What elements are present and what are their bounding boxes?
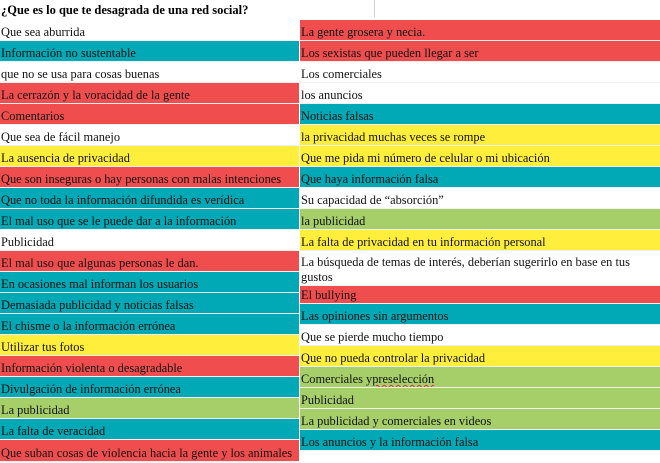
- right-answer-cell: la publicidad: [300, 209, 660, 230]
- left-answer-cell: La publicidad: [0, 398, 299, 419]
- right-answer-cell: Comerciales y preselección: [300, 367, 660, 388]
- left-answer-cell: En ocasiones mal informan los usuarios: [0, 272, 299, 293]
- right-answer-cell: los anuncios: [300, 83, 660, 104]
- right-answer-cell: La falta de privacidad en tu información personal: [300, 230, 660, 251]
- right-answer-cell: Las opiniones sin argumentos: [300, 304, 660, 325]
- left-answer-cell: Que no toda la información difundida es verídica: [0, 188, 299, 209]
- left-answer-cell: Utilizar tus fotos: [0, 335, 299, 356]
- left-answer-cell: Que sea aburrida: [0, 20, 299, 41]
- left-answer-cell: Que sea de fácil manejo: [0, 125, 299, 146]
- left-answer-cell: El mal uso que algunas personas le dan.: [0, 251, 299, 272]
- right-answer-cell: Los sexistas que pueden llegar a ser: [300, 41, 660, 62]
- left-answer-cell: Comentarios: [0, 104, 299, 125]
- left-answer-cell: Información violenta o desagradable: [0, 356, 299, 377]
- left-answer-cell: Divulgación de información errónea: [0, 377, 299, 398]
- left-answer-cell: El mal uso que se le puede dar a la información: [0, 209, 299, 230]
- question-title: ¿Que es lo que te desagrada de una red social?: [1, 3, 249, 17]
- right-answer-cell: La gente grosera y necia.: [300, 20, 660, 41]
- left-answer-cell: La ausencia de privacidad: [0, 146, 299, 167]
- right-answer-cell: Que haya información falsa: [300, 167, 660, 188]
- right-answer-cell: Su capacidad de “absorción”: [300, 188, 660, 209]
- left-column: [0, 20, 299, 462]
- left-answer-cell: Demasiada publicidad y noticias falsas: [0, 293, 299, 314]
- right-answer-cell: Los comerciales: [300, 62, 660, 83]
- left-answer-cell: Publicidad: [0, 230, 299, 251]
- right-column: [300, 20, 660, 451]
- left-answer-cell: Información no sustentable: [0, 41, 299, 62]
- right-answer-cell: El bullying: [300, 286, 660, 304]
- left-answer-cell: que no se usa para cosas buenas: [0, 62, 299, 83]
- right-answer-cell: Publicidad: [300, 388, 660, 409]
- left-answer-cell: La falta de veracidad: [0, 419, 299, 440]
- left-answer-cell: La cerrazón y la voracidad de la gente: [0, 83, 299, 104]
- right-answer-cell: Los anuncios y la información falsa: [300, 430, 660, 451]
- right-answer-cell: Noticias falsas: [300, 104, 660, 125]
- right-answer-cell: Que no pueda controlar la privacidad: [300, 346, 660, 367]
- left-answer-cell: Que suban cosas de violencia hacia la gente y los animales: [0, 440, 299, 462]
- left-answer-cell: El chisme o la información errónea: [0, 314, 299, 335]
- right-answer-cell: Que se pierde mucho tiempo: [300, 325, 660, 346]
- right-answer-cell: La publicidad y comerciales en videos: [300, 409, 660, 430]
- right-answer-cell: La búsqueda de temas de interés, deberían sugerirlo en base en tus gustos: [300, 251, 660, 286]
- right-answer-cell: Que me pida mi número de celular o mi ubicación: [300, 146, 660, 167]
- column-divider: [374, 0, 375, 17]
- left-answer-cell: Que son inseguras o hay personas con malas intenciones: [0, 167, 299, 188]
- right-answer-cell: la privacidad muchas veces se rompe: [300, 125, 660, 146]
